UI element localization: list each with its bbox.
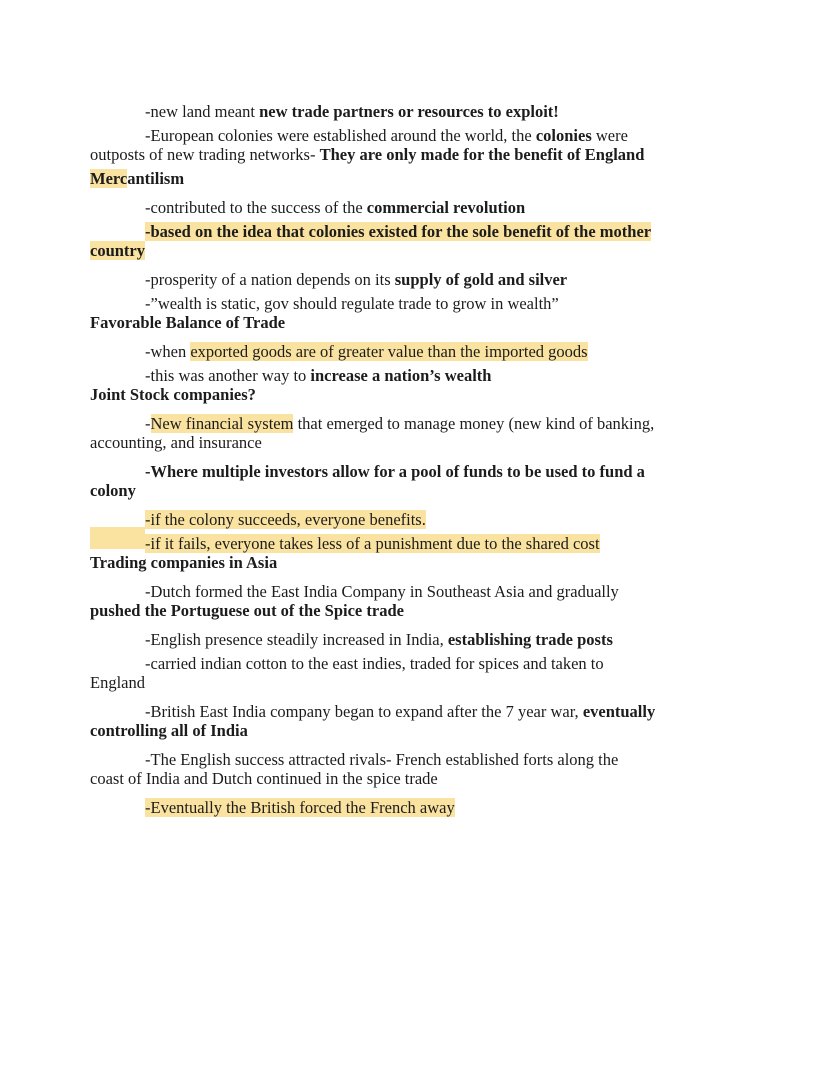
- text-line: [90, 215, 740, 239]
- text-run: They are only made for the benefit of England: [319, 145, 645, 164]
- tab-indent: [90, 743, 145, 765]
- highlighted-text-run: exported goods are of greater value than the imported goods: [190, 342, 588, 361]
- text-line: [90, 263, 740, 287]
- highlighted-text-run: country: [90, 241, 145, 260]
- text-run: -prosperity of a nation depends on its: [145, 270, 395, 289]
- text-line: [90, 311, 740, 335]
- text-run: -Where multiple investors allow for a pool of funds to be used to fund a: [145, 462, 645, 481]
- text-line: [90, 359, 740, 383]
- text-line: [90, 431, 740, 455]
- text-run: commercial revolution: [366, 198, 526, 217]
- text-run: antilism: [127, 169, 185, 188]
- text-run: -carried indian cotton to the east indies, traded for spices and taken to: [145, 654, 604, 673]
- text-line: [90, 767, 740, 791]
- text-run: -: [145, 414, 151, 433]
- text-run: were: [591, 126, 628, 145]
- highlighted-text-run: -if it fails, everyone takes less of a punishment due to the shared cost: [145, 534, 600, 553]
- text-line: [90, 503, 740, 527]
- text-run: Trading companies in Asia: [90, 553, 278, 572]
- text-run: Joint Stock companies?: [90, 385, 256, 404]
- text-line: [90, 455, 740, 479]
- text-line: [90, 407, 740, 431]
- highlighted-text-run: Merc: [90, 169, 128, 188]
- document-body[interactable]: [90, 95, 740, 815]
- tab-indent: [90, 359, 145, 381]
- text-run: England: [90, 673, 145, 692]
- tab-indent: [90, 527, 145, 549]
- tab-indent: [90, 503, 145, 525]
- text-line: [90, 239, 740, 263]
- text-line: [90, 719, 740, 743]
- text-run: -The English success attracted rivals- French established forts along the: [145, 750, 619, 769]
- tab-indent: [90, 119, 145, 141]
- text-line: [90, 527, 740, 551]
- text-line: [90, 791, 740, 815]
- text-run: -Dutch formed the East India Company in Southeast Asia and gradually: [145, 582, 619, 601]
- highlighted-text-run: -if the colony succeeds, everyone benefits.: [145, 510, 426, 529]
- tab-indent: [90, 575, 145, 597]
- text-line: [90, 335, 740, 359]
- text-line: [90, 623, 740, 647]
- text-line: [90, 743, 740, 767]
- tab-indent: [90, 95, 145, 117]
- tab-indent: [90, 647, 145, 669]
- text-line: [90, 143, 740, 167]
- highlighted-text-run: New financial system: [150, 414, 294, 433]
- tab-indent: [90, 215, 145, 237]
- text-line: [90, 191, 740, 215]
- text-run: -European colonies were established around the world, the: [145, 126, 536, 145]
- text-run: accounting, and insurance: [90, 433, 262, 452]
- text-run: -this was another way to: [145, 366, 311, 385]
- text-line: [90, 95, 740, 119]
- text-run: -contributed to the success of the: [145, 198, 367, 217]
- text-run: -English presence steadily increased in India,: [145, 630, 448, 649]
- highlighted-text-run: -Eventually the British forced the French away: [145, 798, 455, 817]
- text-run: coast of India and Dutch continued in the spice trade: [90, 769, 438, 788]
- highlighted-text-run: -based on the idea that colonies existed for the sole benefit of the mother: [145, 222, 652, 241]
- text-line: [90, 647, 740, 671]
- text-run: establishing trade posts: [447, 630, 613, 649]
- text-line: [90, 551, 740, 575]
- text-line: [90, 287, 740, 311]
- tab-indent: [90, 623, 145, 645]
- text-line: [90, 383, 740, 407]
- text-run: -British East India company began to expand after the 7 year war,: [145, 702, 583, 721]
- text-run: that emerged to manage money (new kind of banking,: [293, 414, 655, 433]
- text-line: [90, 167, 740, 191]
- tab-indent: [90, 191, 145, 213]
- text-run: new trade partners or resources to exploit!: [259, 102, 559, 121]
- text-run: increase a nation’s wealth: [310, 366, 492, 385]
- text-line: [90, 119, 740, 143]
- tab-indent: [90, 335, 145, 357]
- text-run: controlling all of India: [90, 721, 248, 740]
- tab-indent: [90, 455, 145, 477]
- text-run: colony: [90, 481, 136, 500]
- text-line: [90, 575, 740, 599]
- text-run: colonies: [535, 126, 592, 145]
- tab-indent: [90, 695, 145, 717]
- tab-indent: [90, 791, 145, 813]
- text-run: outposts of new trading networks-: [90, 145, 320, 164]
- text-run: pushed the Portuguese out of the Spice trade: [90, 601, 404, 620]
- text-run: -when: [145, 342, 191, 361]
- text-run: Favorable Balance of Trade: [90, 313, 286, 332]
- text-line: [90, 599, 740, 623]
- tab-indent: [90, 287, 145, 309]
- text-run: -new land meant: [145, 102, 260, 121]
- text-run: eventually: [582, 702, 656, 721]
- text-line: [90, 671, 740, 695]
- text-line: [90, 695, 740, 719]
- tab-indent: [90, 263, 145, 285]
- text-run: -”wealth is static, gov should regulate trade to grow in wealth”: [145, 294, 559, 313]
- text-line: [90, 479, 740, 503]
- tab-indent: [90, 407, 145, 429]
- text-run: supply of gold and silver: [394, 270, 568, 289]
